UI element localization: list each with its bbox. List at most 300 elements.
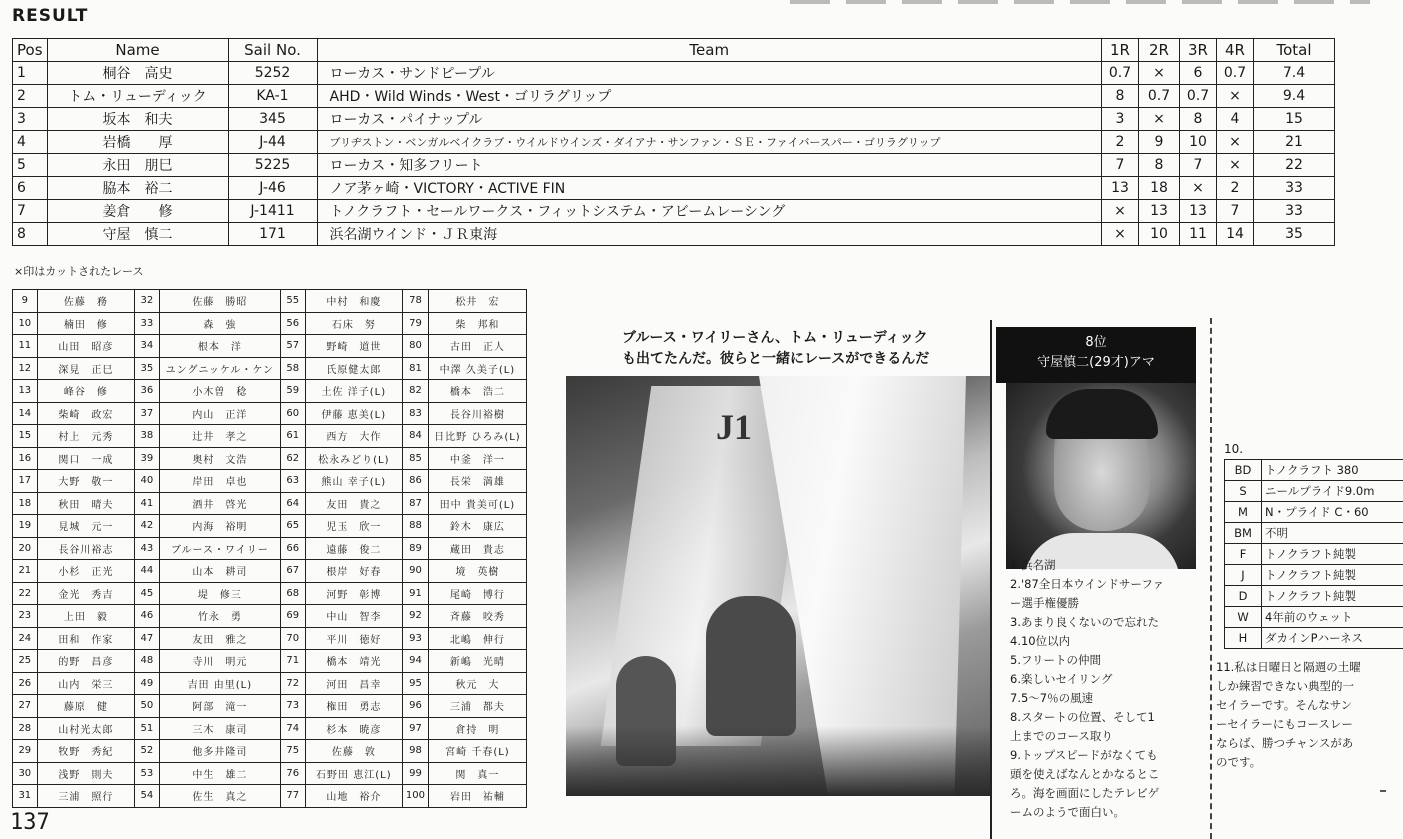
others-name: 境 英樹 (428, 560, 526, 583)
others-position: 33 (135, 312, 160, 335)
others-name: 内山 正洋 (159, 402, 280, 425)
others-row (13, 717, 527, 740)
others-position: 38 (135, 425, 160, 448)
result-cell-pos: 3 (13, 108, 48, 131)
others-row (13, 650, 527, 673)
equipment-value: 4年前のウェット (1262, 607, 1403, 628)
others-name: 牧野 秀紀 (37, 740, 134, 763)
equipment-row (1225, 607, 1403, 628)
result-cell-team: ローカス・知多フリート (317, 154, 1101, 177)
equipment-value: トノクラフト純製 (1262, 586, 1403, 607)
result-cell-1r: 2 (1102, 131, 1139, 154)
others-row (13, 380, 527, 403)
result-cell-4r: × (1217, 154, 1254, 177)
others-name: 三浦 都夫 (428, 695, 526, 718)
result-cell-total: 35 (1254, 223, 1335, 246)
others-name: 杉本 暁彦 (305, 717, 402, 740)
others-name: 熊山 幸子(L) (305, 470, 402, 493)
result-header-row (13, 39, 1335, 62)
equipment-key: D (1225, 586, 1262, 607)
equipment-note-line: しか練習できない典型的一 (1216, 679, 1354, 693)
others-name: 橋本 靖光 (305, 650, 402, 673)
others-position: 63 (280, 470, 305, 493)
others-name: 柴崎 政宏 (37, 402, 134, 425)
others-position: 19 (13, 515, 38, 538)
others-row (13, 425, 527, 448)
equipment-value: N・プライド C・60 (1262, 502, 1403, 523)
result-cell-2r: 10 (1139, 223, 1180, 246)
result-cell-sail-no: J-1411 (228, 200, 317, 223)
others-position: 39 (135, 447, 160, 470)
others-position: 17 (13, 470, 38, 493)
equipment-value: トノクラフト純製 (1262, 565, 1403, 586)
equipment-row (1225, 586, 1403, 607)
result-cell-4r: × (1217, 131, 1254, 154)
others-name: 蔵田 貴志 (428, 537, 526, 560)
equipment-row (1225, 460, 1403, 481)
others-name: 深見 正巳 (37, 357, 134, 380)
others-name: 的野 昌彦 (37, 650, 134, 673)
others-position: 56 (280, 312, 305, 335)
others-position: 100 (403, 785, 429, 808)
others-position: 10 (13, 312, 38, 335)
others-name: 橋本 浩二 (428, 380, 526, 403)
others-position: 29 (13, 740, 38, 763)
others-name: 長栄 満雄 (428, 470, 526, 493)
others-position: 73 (280, 695, 305, 718)
result-cell-team: ノア茅ヶ崎・VICTORY・ACTIVE FIN (317, 177, 1101, 200)
result-cell-sail-no: 5252 (228, 62, 317, 85)
profile-answer-line: 3.あまり良くないので忘れた (1010, 615, 1159, 629)
others-position: 28 (13, 717, 38, 740)
result-cell-total: 7.4 (1254, 62, 1335, 85)
others-position: 11 (13, 335, 38, 358)
profile-answer-line: ー選手権優勝 (1010, 596, 1079, 610)
equipment-note (1216, 658, 1403, 772)
profile-answer-line: 8.スタートの位置、そして1 (1010, 710, 1155, 724)
result-cell-1r: 13 (1102, 177, 1139, 200)
profile-answer-line: 9.トップスピードがなくても (1010, 748, 1158, 762)
others-position: 41 (135, 492, 160, 515)
others-name: 寺川 明元 (159, 650, 280, 673)
others-position: 49 (135, 672, 160, 695)
others-position: 93 (403, 627, 429, 650)
result-cell-pos: 8 (13, 223, 48, 246)
photo-caption-quote (622, 328, 992, 370)
others-name: 内海 裕明 (159, 515, 280, 538)
header-pos: Pos (13, 39, 48, 62)
others-position: 85 (403, 447, 429, 470)
equipment-value: 不明 (1262, 523, 1403, 544)
others-position: 12 (13, 357, 38, 380)
result-cell-3r: 0.7 (1180, 85, 1217, 108)
others-name: 上田 毅 (37, 605, 134, 628)
others-position: 45 (135, 582, 160, 605)
others-row (13, 312, 527, 335)
result-cell-1r: 3 (1102, 108, 1139, 131)
others-position: 40 (135, 470, 160, 493)
result-cell-4r: 2 (1217, 177, 1254, 200)
others-name: 友田 雅之 (159, 627, 280, 650)
equipment-value: トノクラフト 380 (1262, 460, 1403, 481)
others-position: 59 (280, 380, 305, 403)
profile-answers (1010, 556, 1196, 822)
others-name: 山内 栄三 (37, 672, 134, 695)
result-cell-2r: × (1139, 62, 1180, 85)
others-name: 酒井 啓光 (159, 492, 280, 515)
others-position: 16 (13, 447, 38, 470)
others-position: 76 (280, 762, 305, 785)
others-position: 44 (135, 560, 160, 583)
result-cell-total: 33 (1254, 200, 1335, 223)
result-row (13, 108, 1335, 131)
others-name: 関 真一 (428, 762, 526, 785)
others-position: 89 (403, 537, 429, 560)
others-position: 21 (13, 560, 38, 583)
others-position: 53 (135, 762, 160, 785)
rider-profile (990, 320, 1206, 839)
others-name: 堤 修三 (159, 582, 280, 605)
equipment-key: W (1225, 607, 1262, 628)
result-cell-pos: 5 (13, 154, 48, 177)
profile-header (996, 327, 1196, 383)
result-cell-total: 33 (1254, 177, 1335, 200)
others-row (13, 335, 527, 358)
others-name: 権田 勇志 (305, 695, 402, 718)
others-position: 96 (403, 695, 429, 718)
others-name: 倉持 明 (428, 717, 526, 740)
others-name: 山本 耕司 (159, 560, 280, 583)
result-cell-4r: × (1217, 85, 1254, 108)
result-cell-sail-no: 345 (228, 108, 317, 131)
others-name: 竹永 勇 (159, 605, 280, 628)
dashed-divider (1210, 318, 1212, 839)
result-cell-3r: 10 (1180, 131, 1217, 154)
sail-number-mark: J1 (716, 407, 752, 447)
result-row (13, 200, 1335, 223)
header-sail-no: Sail No. (228, 39, 317, 62)
equipment-value: トノクラフト純製 (1262, 544, 1403, 565)
profile-answer-line: ームのようで面白い。 (1010, 805, 1125, 819)
others-position: 43 (135, 537, 160, 560)
result-cell-4r: 14 (1217, 223, 1254, 246)
others-position: 50 (135, 695, 160, 718)
corner-mark (1380, 790, 1386, 792)
equipment-value: ダカインPハーネス (1262, 628, 1403, 649)
quote-line-1: ブルース・ワイリーさん、トム・リューディック (622, 330, 928, 346)
others-position: 78 (403, 290, 429, 313)
others-name: 田中 貴美可(L) (428, 492, 526, 515)
result-table (12, 38, 1335, 246)
result-cell-4r: 0.7 (1217, 62, 1254, 85)
others-position: 48 (135, 650, 160, 673)
others-name: 氏原健太郎 (305, 357, 402, 380)
others-position: 51 (135, 717, 160, 740)
others-position: 88 (403, 515, 429, 538)
others-position: 97 (403, 717, 429, 740)
others-position: 34 (135, 335, 160, 358)
others-name: 根岸 好春 (305, 560, 402, 583)
others-position: 46 (135, 605, 160, 628)
header-2r: 2R (1139, 39, 1180, 62)
profile-rank: 8位 (1085, 335, 1107, 350)
result-cell-2r: 8 (1139, 154, 1180, 177)
result-cell-4r: 7 (1217, 200, 1254, 223)
others-position: 37 (135, 402, 160, 425)
others-name: 長谷川裕志 (37, 537, 134, 560)
result-cell-name: 姜倉 修 (47, 200, 228, 223)
others-name: 森 強 (159, 312, 280, 335)
others-row (13, 627, 527, 650)
others-name: 小杉 正光 (37, 560, 134, 583)
result-row (13, 177, 1335, 200)
others-name: 土佐 洋子(L) (305, 380, 402, 403)
result-cell-1r: × (1102, 200, 1139, 223)
others-name: 尾崎 博行 (428, 582, 526, 605)
others-name: 小木曽 稔 (159, 380, 280, 403)
result-cell-1r: × (1102, 223, 1139, 246)
others-name: 関口 一成 (37, 447, 134, 470)
others-position: 86 (403, 470, 429, 493)
others-position: 70 (280, 627, 305, 650)
others-position: 18 (13, 492, 38, 515)
others-position: 35 (135, 357, 160, 380)
result-cell-team: ローカス・パイナップル (317, 108, 1101, 131)
others-row (13, 605, 527, 628)
others-name: 中村 和慶 (305, 290, 402, 313)
others-name: 柴 邦和 (428, 312, 526, 335)
others-name: 長谷川裕樹 (428, 402, 526, 425)
others-position: 32 (135, 290, 160, 313)
result-cell-name: 岩橋 厚 (47, 131, 228, 154)
others-name: 宮崎 千春(L) (428, 740, 526, 763)
others-row (13, 740, 527, 763)
others-row (13, 785, 527, 808)
others-position: 81 (403, 357, 429, 380)
others-position: 26 (13, 672, 38, 695)
others-position: 99 (403, 762, 429, 785)
others-position: 58 (280, 357, 305, 380)
others-position: 60 (280, 402, 305, 425)
others-name: 山村光太郎 (37, 717, 134, 740)
profile-answer-line: 6.楽しいセイリング (1010, 672, 1113, 686)
equipment-table (1224, 459, 1403, 649)
others-name: 遠藤 俊二 (305, 537, 402, 560)
others-position: 52 (135, 740, 160, 763)
others-position: 64 (280, 492, 305, 515)
others-name: 中釜 洋一 (428, 447, 526, 470)
others-position: 61 (280, 425, 305, 448)
others-name: 佐藤 敦 (305, 740, 402, 763)
others-name: ブルース・ワイリー (159, 537, 280, 560)
others-name: 山地 裕介 (305, 785, 402, 808)
others-name: 河田 昌幸 (305, 672, 402, 695)
others-position: 68 (280, 582, 305, 605)
equipment-row (1225, 523, 1403, 544)
result-cell-name: 脇本 裕二 (47, 177, 228, 200)
others-name: 阿部 滝一 (159, 695, 280, 718)
others-name: 峰谷 修 (37, 380, 134, 403)
result-cell-name: 坂本 和夫 (47, 108, 228, 131)
others-name: 中澤 久美子(L) (428, 357, 526, 380)
others-row (13, 290, 527, 313)
others-position: 57 (280, 335, 305, 358)
result-cell-4r: 4 (1217, 108, 1254, 131)
others-position: 20 (13, 537, 38, 560)
others-row (13, 695, 527, 718)
equipment-note-line: 11.私は日曜日と隔週の土曜 (1216, 660, 1361, 674)
others-position: 72 (280, 672, 305, 695)
others-position: 77 (280, 785, 305, 808)
others-position: 87 (403, 492, 429, 515)
profile-answer-line: 上までのコース取り (1010, 729, 1113, 743)
others-table (12, 289, 527, 808)
page-number: 137 (10, 810, 50, 835)
others-name: 石野田 恵江(L) (305, 762, 402, 785)
profile-answer-line: 2.'87全日本ウインドサーファ (1010, 577, 1165, 591)
result-cell-3r: 6 (1180, 62, 1217, 85)
equipment-row (1225, 565, 1403, 586)
others-row (13, 470, 527, 493)
result-cell-1r: 0.7 (1102, 62, 1139, 85)
others-name: 児玉 欣一 (305, 515, 402, 538)
profile-name: 守屋慎二(29才)アマ (1037, 355, 1155, 370)
others-position: 82 (403, 380, 429, 403)
others-position: 31 (13, 785, 38, 808)
others-name: 金光 秀吉 (37, 582, 134, 605)
result-cell-sail-no: KA-1 (228, 85, 317, 108)
others-position: 62 (280, 447, 305, 470)
others-name: 佐藤 勝昭 (159, 290, 280, 313)
result-cell-total: 15 (1254, 108, 1335, 131)
others-position: 79 (403, 312, 429, 335)
others-position: 95 (403, 672, 429, 695)
others-position: 69 (280, 605, 305, 628)
result-cell-name: 桐谷 高史 (47, 62, 228, 85)
others-position: 23 (13, 605, 38, 628)
header-3r: 3R (1180, 39, 1217, 62)
result-row (13, 62, 1335, 85)
result-cell-2r: 18 (1139, 177, 1180, 200)
result-cell-1r: 7 (1102, 154, 1139, 177)
others-name: 岸田 卓也 (159, 470, 280, 493)
others-position: 67 (280, 560, 305, 583)
result-cell-pos: 2 (13, 85, 48, 108)
equipment-key: M (1225, 502, 1262, 523)
others-row (13, 515, 527, 538)
others-name: 根本 洋 (159, 335, 280, 358)
profile-answer-line: 5.フリートの仲間 (1010, 653, 1102, 667)
header-team: Team (317, 39, 1101, 62)
others-name: 伊藤 恵美(L) (305, 402, 402, 425)
others-name: 見城 元一 (37, 515, 134, 538)
profile-portrait (1006, 383, 1196, 569)
result-cell-team: トノクラフト・セールワークス・フィットシステム・アビームレーシング (317, 200, 1101, 223)
equipment-row (1225, 502, 1403, 523)
others-name: 佐生 真之 (159, 785, 280, 808)
profile-answer-line: ろ。海を画面にしたテレビゲ (1010, 786, 1160, 800)
section-title: RESULT (12, 6, 89, 26)
windsurf-photo (566, 376, 996, 796)
others-row (13, 447, 527, 470)
others-row (13, 357, 527, 380)
others-row (13, 402, 527, 425)
others-position: 83 (403, 402, 429, 425)
equipment-panel (1216, 310, 1403, 839)
others-position: 84 (403, 425, 429, 448)
others-name: 古田 正人 (428, 335, 526, 358)
others-name: 日比野 ひろみ(L) (428, 425, 526, 448)
result-cell-team: AHD・Wild Winds・West・ゴリラグリップ (317, 85, 1101, 108)
result-row (13, 131, 1335, 154)
result-cell-total: 21 (1254, 131, 1335, 154)
equipment-key: J (1225, 565, 1262, 586)
others-name: 藤原 健 (37, 695, 134, 718)
result-cell-3r: 11 (1180, 223, 1217, 246)
result-cell-3r: × (1180, 177, 1217, 200)
result-cell-sail-no: 171 (228, 223, 317, 246)
result-cell-2r: 13 (1139, 200, 1180, 223)
others-name: 松永みどり(L) (305, 447, 402, 470)
result-cell-total: 22 (1254, 154, 1335, 177)
others-name: 浅野 則夫 (37, 762, 134, 785)
profile-answer-line: 1.浜名湖 (1010, 558, 1056, 572)
result-cell-name: 守屋 慎二 (47, 223, 228, 246)
profile-answer-line: 7.5～7％の風速 (1010, 691, 1094, 705)
others-position: 15 (13, 425, 38, 448)
equipment-key: BM (1225, 523, 1262, 544)
others-name: 中山 智李 (305, 605, 402, 628)
others-name: 友田 貴之 (305, 492, 402, 515)
result-cell-pos: 1 (13, 62, 48, 85)
result-cell-2r: × (1139, 108, 1180, 131)
others-position: 75 (280, 740, 305, 763)
result-cell-sail-no: J-44 (228, 131, 317, 154)
others-position: 13 (13, 380, 38, 403)
result-cell-pos: 6 (13, 177, 48, 200)
others-name: 石床 努 (305, 312, 402, 335)
others-name: 山田 昭彦 (37, 335, 134, 358)
others-name: 他多井隆司 (159, 740, 280, 763)
equipment-key: S (1225, 481, 1262, 502)
result-cell-team: 浜名湖ウインド・ＪＲ東海 (317, 223, 1101, 246)
result-cell-2r: 0.7 (1139, 85, 1180, 108)
others-position: 42 (135, 515, 160, 538)
others-position: 92 (403, 605, 429, 628)
water (566, 726, 996, 796)
others-position: 24 (13, 627, 38, 650)
others-name: 秋元 大 (428, 672, 526, 695)
others-name: 河野 彰博 (305, 582, 402, 605)
equipment-row (1225, 628, 1403, 649)
others-row (13, 672, 527, 695)
others-position: 94 (403, 650, 429, 673)
others-position: 74 (280, 717, 305, 740)
others-position: 55 (280, 290, 305, 313)
others-row (13, 762, 527, 785)
others-name: 北嶋 伸行 (428, 627, 526, 650)
equipment-note-line: ーセイラーにもコースレー (1216, 717, 1353, 731)
others-row (13, 560, 527, 583)
result-cell-name: 永田 朋巳 (47, 154, 228, 177)
others-position: 14 (13, 402, 38, 425)
result-cell-3r: 8 (1180, 108, 1217, 131)
others-row (13, 537, 527, 560)
equipment-note-line: ならば、勝つチャンスがあ (1216, 736, 1354, 750)
result-cell-name: トム・リューディック (47, 85, 228, 108)
others-position: 22 (13, 582, 38, 605)
others-name: 中生 雄二 (159, 762, 280, 785)
